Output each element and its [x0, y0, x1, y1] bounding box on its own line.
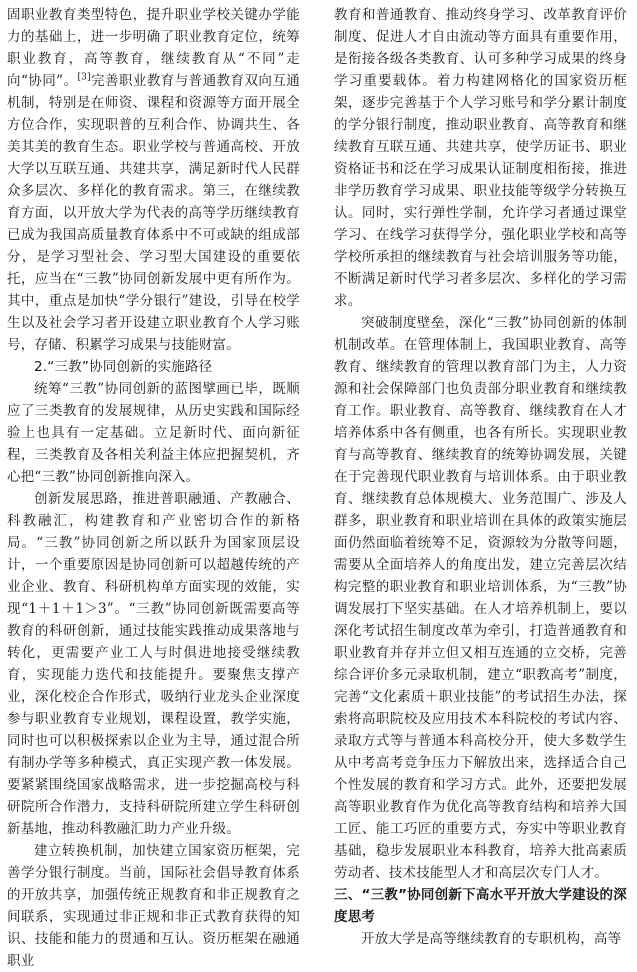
- section-heading: 三、“三教”协同创新下高水平开放大学建设的深度思考: [334, 887, 627, 925]
- left-paragraph-2: 统筹“三教”协同创新的蓝图擘画已毕，既顺应了三类教育的发展规律，从历史实践和国际经验上也具有一定基础。立足新时代、面向新征程，三类教育及各相关利益主体应把握契机，齐心把“三教”协同创新推向深入。: [7, 381, 300, 485]
- citation-ref: [3]: [77, 72, 91, 83]
- left-paragraph-1-text: 固职业教育类型特色，提升职业学校关键办学能力的基础上，进一步明确了职业教育定位，统筹职业教育，高等教育，继续教育从“不同”走向“协同”。: [7, 7, 300, 89]
- left-column: [7, 4, 300, 972]
- left-paragraph-1: [7, 4, 300, 356]
- left-paragraph-1-continued: 完善职业教育与普通教育双向互通机制，特别是在师资、课程和资源等方面开展全方位合作，实现职普的互利合作、协调共生、各美其美的教育生态。职业学校与普通高校、开放大学以互联互通、共建共享，满足新时代人民群众多层次、多样化的教育需求。第三，在继续教育方面，以开放大学为代表的高等学历继续教育已成为我国高质量教育体系中不可或缺的组成部分，是学习型社会、学习型大国建设的重要依托，应当在“三教”协同创新发展中更有所作为。其中，重点是加快“学分银行”建设，引导在校学生以及社会学习者开设建立职业教育个人学习账号，存储、积累学习成果与技能财富。: [7, 73, 300, 353]
- left-paragraph-4: 建立转换机制，加快建立国家资历框架，完善学分银行制度。当前，国际社会倡导教育体系的开放共享，加强传统正规教育和非正规教育之间联系，实现通过非正规和非正式教育获得的知识、技能和能力的贯通和互认。资历框架在融通职业: [7, 843, 300, 969]
- right-paragraph-2: 突破制度壁垒，深化“三教”协同创新的体制机制改革。在管理体制上，我国职业教育、高等教育、继续教育的管理以教育部门为主，人力资源和社会保障部门也负责部分职业教育和继续教育工作。职业教育、高等教育、继续教育在人才培养体系中各有侧重，也各有所长。实现职业教育与高等教育、继续教育的统筹协调发展，关键在于完善现代职业教育与培训体系。由于职业教育、继续教育总体规模大、业务范围广、涉及人群多，职业教育和职业培训在具体的政策实施层面仍然面临着统筹不足，资源较为分散等问题，需要从全面培养人的角度出发，建立完善层次结构完整的职业教育和职业培训体系，为“三教”协调发展打下坚实基础。在人才培养机制上，要以深化考试招生制度改革为牵引，打造普通教育和职业教育并存并立但又相互连通的立交桥，完善综合评价多元录取机制，建立“职教高考”制度，完善“文化素质＋职业技能”的考试招生办法，探索将高职院校及应用技术本科院校的考试内容、录取方式等与普通本科高校分开，使大多数学生从中考高考竞争压力下解放出来，选择适合自己个性发展的教育和学习方式。此外，还要把发展高等职业教育作为优化高等教育结构和培养大国工匠、能工巧匠的重要方式，夯实中等职业教育基础，稳步发展职业本科教育，培养大批高素质劳动者、技术技能型人才和高层次专门人才。: [334, 315, 627, 881]
- right-paragraph-1: 教育和普通教育、推动终身学习、改革教育评价制度、促进人才自由流动等方面具有重要作用，是衔接各级各类教育、认可多种学习成果的终身学习重要载体。着力构建网格化的国家资历框架，逐步完善基于个人学习账号和学分累计制度的学分银行制度，推动职业教育、高等教育和继续教育互联互通、共建共享，使学历证书、职业资格证书和泛在学习成果认证制度相衔接，推进非学历教育学习成果、职业技能等级学分转换互认。同时，实行弹性学制，允许学习者通过课堂学习、在线学习获得学分，强化职业学校和高等学校所承担的继续教育与社会培训服务等功能，不断满足新时代学习者多层次、多样化的学习需求。: [334, 7, 627, 309]
- subsection-heading: 2.“三教”协同创新的实施路径: [34, 359, 213, 375]
- left-paragraph-3: 创新发展思路，推进普职融通、产教融合、科教融汇，构建教育和产业密切合作的新格局。“三教”协同创新之所以跃升为国家顶层设计，一个重要原因是协同创新可以超越传统的产业企业、教育、科研机构单方面实现的效能，实现“1＋1＋1＞3”。“三教”协同创新既需要高等教育的科研创新，通过技能实践推动成果落地与转化，更需要产业工人与时俱进地接受继续教育，实现能力迭代和技能提升。要聚焦支撑产业，深化校企合作形式，吸纳行业龙头企业深度参与职业教育专业规划，课程设置，教学实施，同时也可以积极探索以企业为主导，通过混合所有制办学等多种模式，真正实现产教一体发展。要紧紧围绕国家战略需求，进一步挖掘高校与科研院所合作潜力，支持科研院所建立学生科研创新基地，推动科教融汇助力产业升级。: [7, 491, 300, 837]
- right-column: [334, 4, 627, 950]
- right-paragraph-3: 开放大学是高等继续教育的专职机构，高等: [361, 931, 622, 947]
